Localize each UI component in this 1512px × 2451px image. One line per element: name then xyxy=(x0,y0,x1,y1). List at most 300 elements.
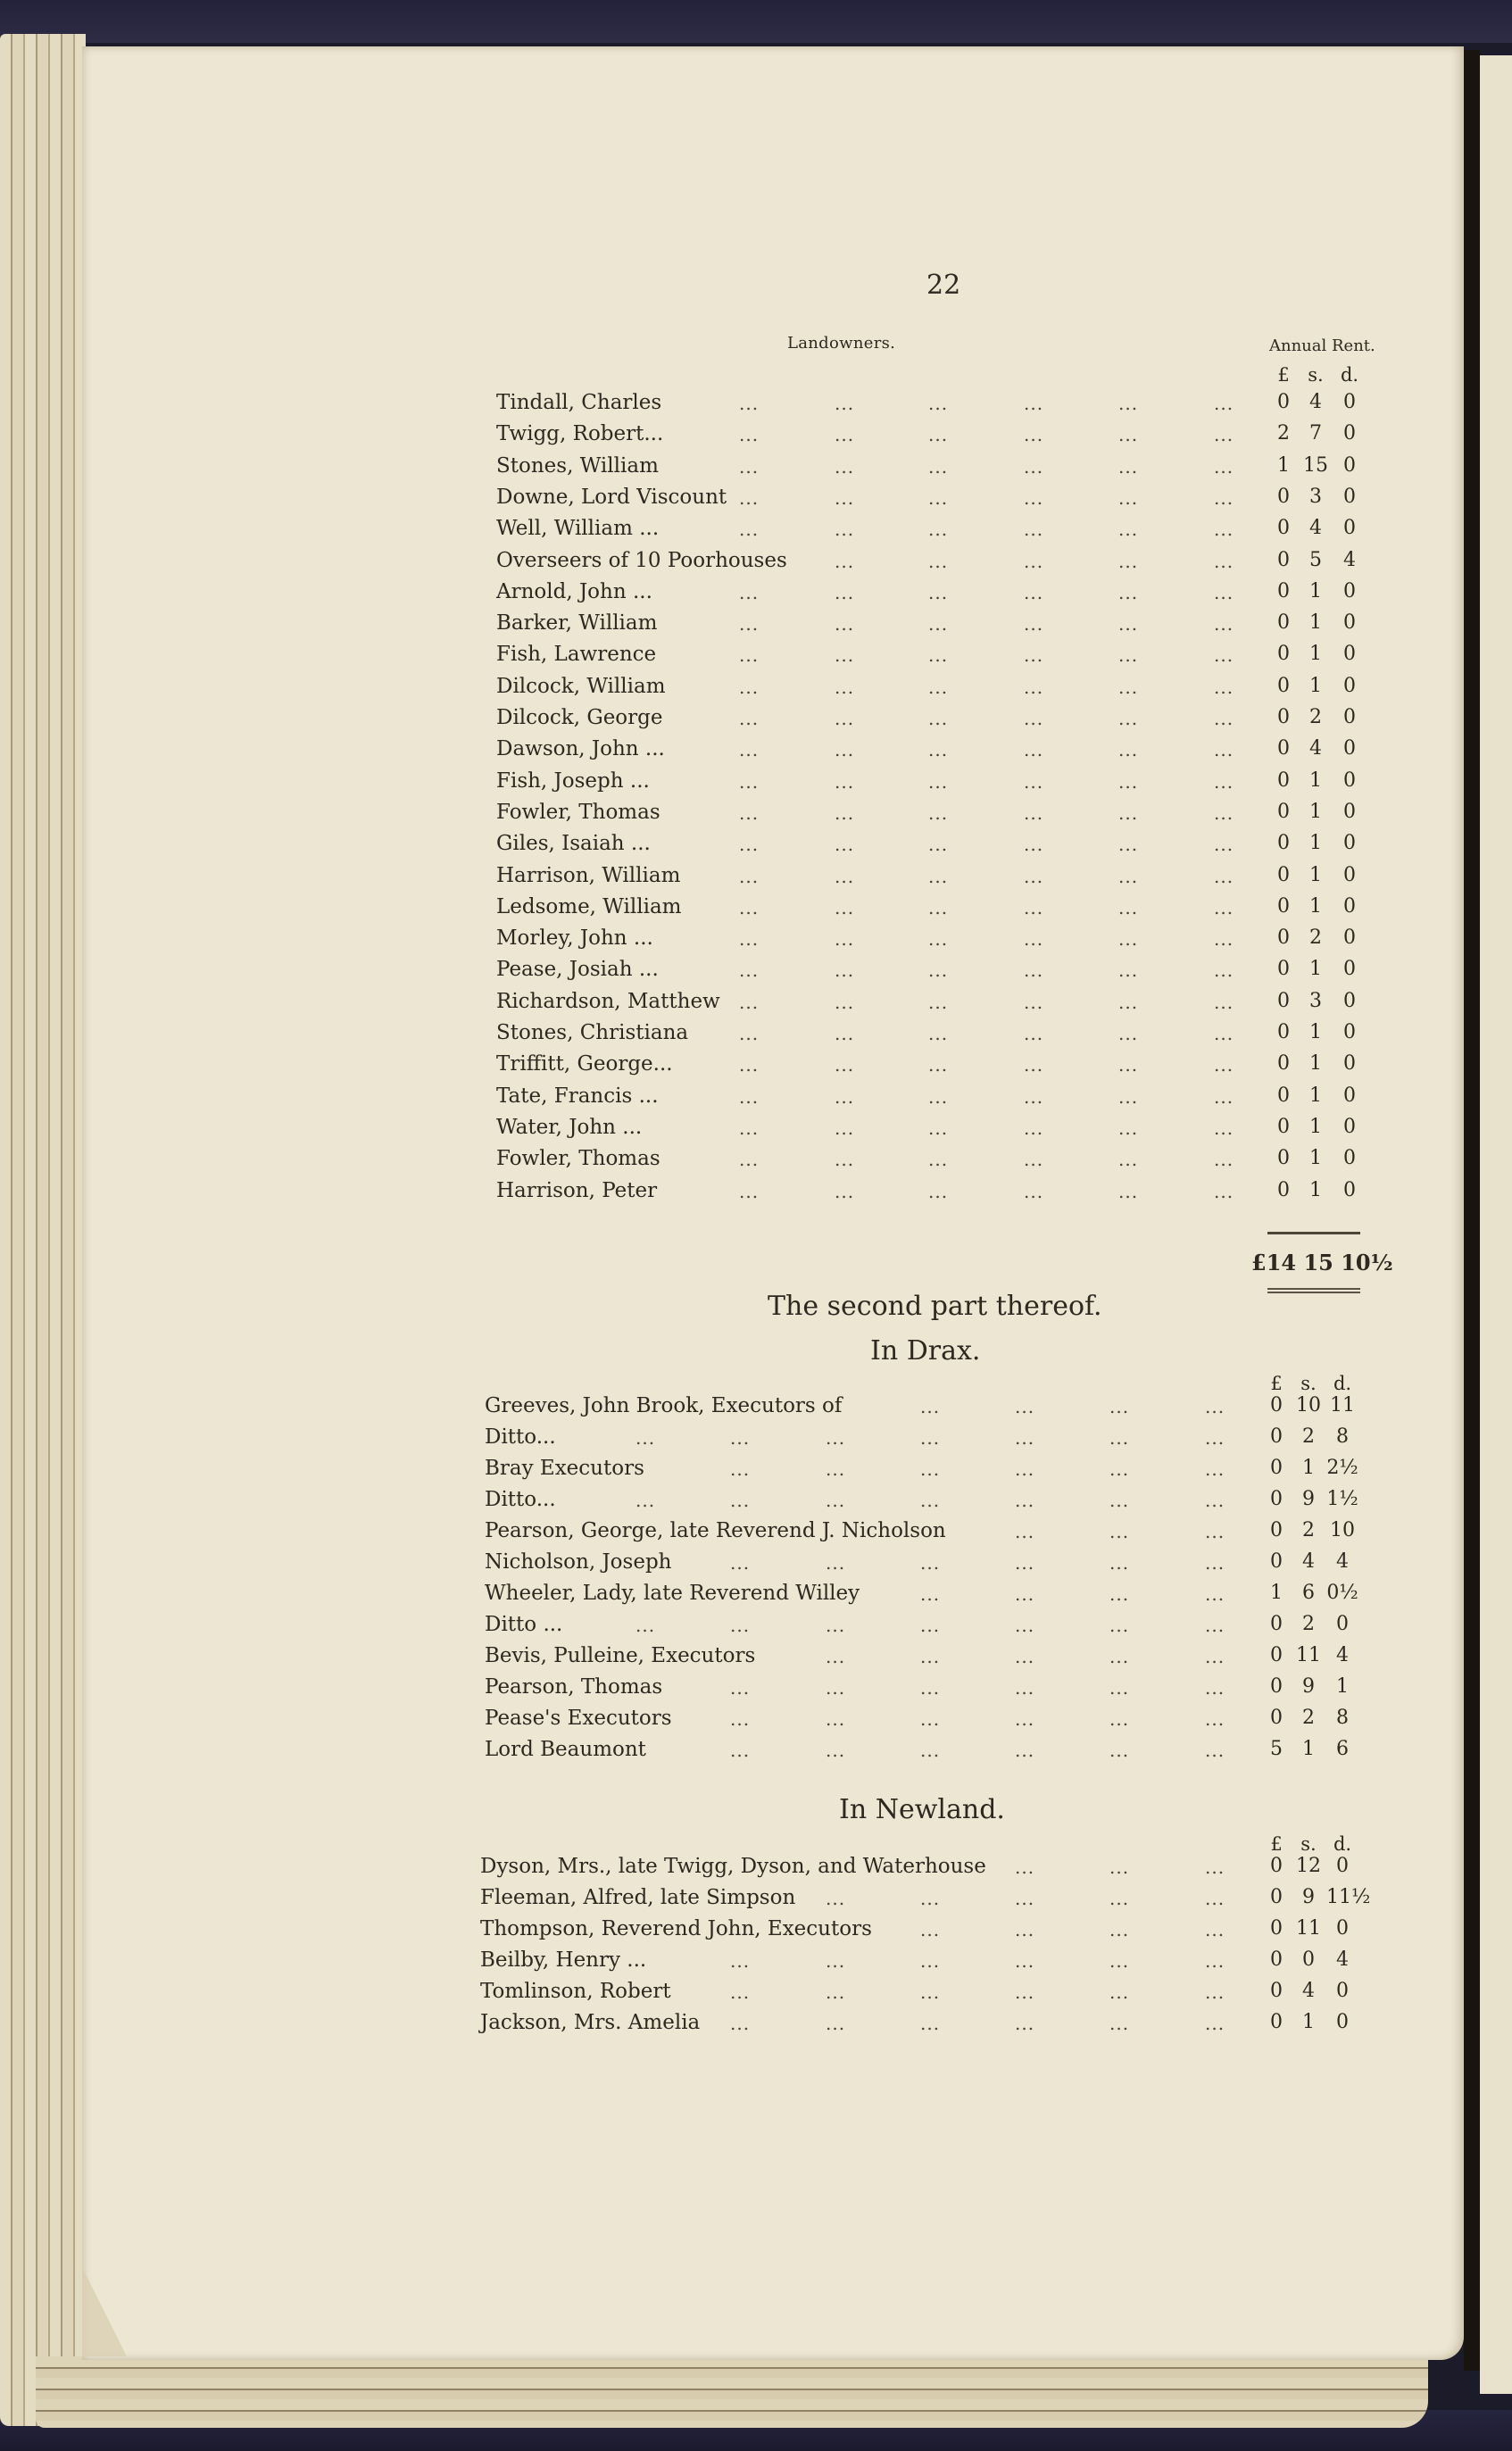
ledger-row xyxy=(485,1613,1385,1644)
shillings-value: 1 xyxy=(1309,674,1322,697)
shillings-value: 1 xyxy=(1309,894,1322,918)
leader-dots: ... xyxy=(730,1490,751,1511)
landowner-name: Barker, William xyxy=(496,611,658,636)
landowner-name: Jackson, Mrs. Amelia xyxy=(480,2011,701,2034)
shillings-value: 12 xyxy=(1296,1855,1321,1877)
shillings-value: 1 xyxy=(1309,832,1322,855)
ledger-row xyxy=(496,486,1392,517)
ledger-row xyxy=(480,1980,1385,2011)
shillings-value: 9 xyxy=(1302,1886,1315,1908)
leader-dots: ... xyxy=(1205,1888,1225,1909)
shillings-value: 1 xyxy=(1302,2011,1315,2033)
leader-dots: ... xyxy=(826,1740,846,1761)
leader-dots: ... xyxy=(1024,1149,1044,1171)
pounds-value: 0 xyxy=(1270,1457,1283,1479)
leader-dots: ... xyxy=(1024,644,1044,667)
leader-dots: ... xyxy=(1015,1857,1035,1878)
pounds-value: 0 xyxy=(1270,1613,1283,1635)
leader-dots: ... xyxy=(1015,1490,1035,1511)
ledger-row xyxy=(496,643,1392,674)
leader-dots: ... xyxy=(1118,676,1139,698)
landowner-name: Triffitt, George... xyxy=(496,1052,673,1076)
leader-dots: ... xyxy=(1205,1396,1225,1417)
pence-value: 0 xyxy=(1343,1147,1356,1170)
leader-dots: ... xyxy=(920,1677,941,1699)
leader-dots: ... xyxy=(1109,1583,1130,1605)
landowner-name: Dilcock, George xyxy=(496,706,663,729)
leader-dots: ... xyxy=(739,519,760,541)
landowner-name: Richardson, Matthew xyxy=(496,989,720,1013)
leader-dots: ... xyxy=(1109,1490,1130,1511)
leader-dots: ... xyxy=(928,896,949,918)
leader-dots: ... xyxy=(928,613,949,636)
leader-dots: ... xyxy=(1214,393,1234,414)
pence-value: 0 xyxy=(1343,863,1356,886)
leader-dots: ... xyxy=(928,802,949,824)
leader-dots: ... xyxy=(1214,834,1234,856)
leader-dots: ... xyxy=(1024,486,1044,509)
leader-dots: ... xyxy=(1205,1458,1225,1480)
pence-header: d. xyxy=(1333,1833,1352,1855)
leader-dots: ... xyxy=(1015,1521,1035,1542)
leader-dots: ... xyxy=(739,644,760,667)
pence-value: 0½ xyxy=(1326,1582,1358,1604)
shillings-value: 1 xyxy=(1309,1052,1322,1076)
ledger-row xyxy=(496,1021,1392,1052)
ledger-row xyxy=(496,422,1392,453)
leader-dots: ... xyxy=(1118,1149,1139,1171)
book-binding-top xyxy=(0,0,1512,43)
leader-dots: ... xyxy=(920,2013,941,2034)
leader-dots: ... xyxy=(1214,896,1234,918)
pounds-value: 0 xyxy=(1277,737,1290,760)
leader-dots: ... xyxy=(1205,1615,1225,1636)
pounds-value: 0 xyxy=(1270,1644,1283,1666)
pounds-value: 1 xyxy=(1270,1582,1283,1604)
leader-dots: ... xyxy=(835,834,855,856)
leader-dots: ... xyxy=(1024,1023,1044,1044)
pence-value: 0 xyxy=(1343,737,1356,760)
leader-dots: ... xyxy=(835,1023,855,1044)
pounds-value: 0 xyxy=(1270,1488,1283,1510)
pence-value: 0 xyxy=(1336,1855,1349,1877)
pence-value: 2½ xyxy=(1326,1457,1358,1479)
shillings-value: 1 xyxy=(1309,863,1322,886)
ledger-row xyxy=(496,769,1392,801)
leader-dots: ... xyxy=(1024,424,1044,446)
leader-dots: ... xyxy=(1118,770,1139,793)
pounds-value: 0 xyxy=(1277,926,1290,950)
pounds-value: 0 xyxy=(1270,1707,1283,1729)
leader-dots: ... xyxy=(928,393,949,414)
leader-dots: ... xyxy=(928,1054,949,1076)
shillings-value: 15 xyxy=(1303,453,1328,477)
leader-dots: ... xyxy=(1214,1023,1234,1044)
leader-dots: ... xyxy=(1205,1490,1225,1511)
column-header-annual-rent: Annual Rent. xyxy=(1269,336,1375,355)
landowner-name: Pease's Executors xyxy=(485,1707,672,1730)
leader-dots: ... xyxy=(1109,1919,1130,1940)
leader-dots: ... xyxy=(1118,519,1139,541)
shillings-value: 9 xyxy=(1302,1675,1315,1698)
leader-dots: ... xyxy=(1118,486,1139,509)
leader-dots: ... xyxy=(1205,1982,1225,2003)
leader-dots: ... xyxy=(1214,739,1234,761)
leader-dots: ... xyxy=(1024,770,1044,793)
pounds-value: 0 xyxy=(1277,706,1290,728)
leader-dots: ... xyxy=(1024,1085,1044,1108)
leader-dots: ... xyxy=(739,1054,760,1076)
column-header-landowners: Landowners. xyxy=(787,334,896,353)
leader-dots: ... xyxy=(826,1646,846,1667)
leader-dots: ... xyxy=(928,424,949,446)
leader-dots: ... xyxy=(1024,896,1044,918)
pounds-value: 0 xyxy=(1277,894,1290,918)
landowner-name: Fowler, Thomas xyxy=(496,1147,660,1171)
leader-dots: ... xyxy=(928,1023,949,1044)
leader-dots: ... xyxy=(920,1615,941,1636)
shillings-header: s. xyxy=(1300,1373,1317,1394)
pence-value: 1½ xyxy=(1326,1488,1358,1510)
pounds-value: 0 xyxy=(1270,1519,1283,1541)
pounds-value: 0 xyxy=(1270,1855,1283,1877)
pounds-value: 0 xyxy=(1270,1886,1283,1908)
landowner-name: Nicholson, Joseph xyxy=(485,1550,672,1574)
leader-dots: ... xyxy=(1118,991,1139,1013)
ledger-row xyxy=(496,990,1392,1021)
shillings-header: s. xyxy=(1308,364,1324,386)
leader-dots: ... xyxy=(1024,991,1044,1013)
landowner-name: Fish, Joseph ... xyxy=(496,769,650,793)
leader-dots: ... xyxy=(1205,1740,1225,1761)
shillings-value: 2 xyxy=(1302,1613,1315,1635)
ledger-row xyxy=(485,1457,1385,1488)
leader-dots: ... xyxy=(730,1950,751,1972)
shillings-value: 1 xyxy=(1309,1147,1322,1170)
shillings-value: 1 xyxy=(1309,643,1322,666)
leader-dots: ... xyxy=(1118,834,1139,856)
leader-dots: ... xyxy=(1015,1646,1035,1667)
leader-dots: ... xyxy=(739,802,760,824)
leader-dots: ... xyxy=(835,1180,855,1202)
leader-dots: ... xyxy=(636,1615,656,1636)
leader-dots: ... xyxy=(1015,1950,1035,1972)
ledger-row xyxy=(496,895,1392,926)
pence-value: 10 xyxy=(1330,1519,1355,1541)
landowner-name: Wheeler, Lady, late Reverend Willey xyxy=(485,1582,860,1605)
pounds-value: 0 xyxy=(1277,1178,1290,1201)
landowner-name: Water, John ... xyxy=(496,1115,643,1139)
pounds-value: 0 xyxy=(1277,674,1290,697)
leader-dots: ... xyxy=(928,834,949,856)
leader-dots: ... xyxy=(1214,1085,1234,1108)
ledger-row xyxy=(485,1582,1385,1613)
landowner-name: Dawson, John ... xyxy=(496,737,665,761)
ledger-row xyxy=(496,1179,1392,1210)
pence-value: 4 xyxy=(1343,548,1356,571)
pounds-value: 0 xyxy=(1277,1052,1290,1076)
leader-dots: ... xyxy=(730,1427,751,1449)
shillings-value: 4 xyxy=(1309,737,1322,760)
pounds-value: 0 xyxy=(1277,863,1290,886)
leader-dots: ... xyxy=(739,393,760,414)
pounds-value: 0 xyxy=(1270,1550,1283,1573)
leader-dots: ... xyxy=(1205,1646,1225,1667)
leader-dots: ... xyxy=(835,676,855,698)
leader-dots: ... xyxy=(835,739,855,761)
leader-dots: ... xyxy=(1118,550,1139,572)
shillings-value: 9 xyxy=(1302,1488,1315,1510)
pounds-value: 1 xyxy=(1277,453,1290,477)
landowner-name: Bray Executors xyxy=(485,1457,644,1480)
leader-dots: ... xyxy=(1024,928,1044,951)
leader-dots: ... xyxy=(1024,708,1044,729)
ledger-row xyxy=(496,737,1392,769)
leader-dots: ... xyxy=(835,1117,855,1139)
pounds-value: 0 xyxy=(1270,2011,1283,2033)
sum-rule xyxy=(1267,1232,1360,1234)
leader-dots: ... xyxy=(1214,644,1234,667)
leader-dots: ... xyxy=(739,865,760,887)
leader-dots: ... xyxy=(1118,1085,1139,1108)
leader-dots: ... xyxy=(1015,1458,1035,1480)
ledger-row xyxy=(496,1116,1392,1147)
total-double-rule xyxy=(1267,1288,1360,1293)
leader-dots: ... xyxy=(1214,486,1234,509)
ledger-row xyxy=(496,1052,1392,1084)
pence-value: 0 xyxy=(1343,1115,1356,1138)
leader-dots: ... xyxy=(739,991,760,1013)
pounds-value: 0 xyxy=(1270,1675,1283,1698)
leader-dots: ... xyxy=(835,1149,855,1171)
leader-dots: ... xyxy=(1109,1857,1130,1878)
leader-dots: ... xyxy=(739,739,760,761)
shillings-value: 4 xyxy=(1302,1550,1315,1573)
landowner-name: Greeves, John Brook, Executors of xyxy=(485,1394,843,1417)
pence-value: 0 xyxy=(1343,579,1356,602)
pounds-value: 5 xyxy=(1270,1738,1283,1760)
leader-dots: ... xyxy=(730,1458,751,1480)
leader-dots: ... xyxy=(1015,1396,1035,1417)
pounds-value: 0 xyxy=(1277,485,1290,508)
ledger-row xyxy=(496,675,1392,706)
leader-dots: ... xyxy=(835,960,855,982)
pounds-value: 0 xyxy=(1277,1021,1290,1043)
ledger-row xyxy=(496,454,1392,486)
leader-dots: ... xyxy=(928,865,949,887)
leader-dots: ... xyxy=(928,550,949,572)
leader-dots: ... xyxy=(920,1583,941,1605)
leader-dots: ... xyxy=(1214,550,1234,572)
leader-dots: ... xyxy=(928,455,949,478)
pounds-value: 0 xyxy=(1270,1917,1283,1940)
leader-dots: ... xyxy=(1024,960,1044,982)
pence-value: 4 xyxy=(1336,1948,1349,1971)
leader-dots: ... xyxy=(1109,1615,1130,1636)
leader-dots: ... xyxy=(920,1458,941,1480)
shillings-value: 4 xyxy=(1309,517,1322,540)
leader-dots: ... xyxy=(835,928,855,951)
leader-dots: ... xyxy=(826,1615,846,1636)
leader-dots: ... xyxy=(636,1427,656,1449)
pounds-value: 0 xyxy=(1270,1948,1283,1971)
leader-dots: ... xyxy=(826,1888,846,1909)
leader-dots: ... xyxy=(1118,896,1139,918)
leader-dots: ... xyxy=(1205,1427,1225,1449)
leader-dots: ... xyxy=(1118,424,1139,446)
ledger-row xyxy=(485,1644,1385,1675)
leader-dots: ... xyxy=(835,770,855,793)
leader-dots: ... xyxy=(730,1552,751,1574)
leader-dots: ... xyxy=(835,550,855,572)
leader-dots: ... xyxy=(739,960,760,982)
pence-value: 0 xyxy=(1343,769,1356,792)
leader-dots: ... xyxy=(1024,1054,1044,1076)
pence-value: 8 xyxy=(1336,1425,1349,1448)
leader-dots: ... xyxy=(1214,802,1234,824)
pounds-value: 0 xyxy=(1277,769,1290,792)
leader-dots: ... xyxy=(1214,455,1234,478)
shillings-value: 1 xyxy=(1309,800,1322,823)
pounds-value: 0 xyxy=(1270,1980,1283,2002)
leader-dots: ... xyxy=(730,1982,751,2003)
leader-dots: ... xyxy=(1214,770,1234,793)
leader-dots: ... xyxy=(739,613,760,636)
pence-value: 8 xyxy=(1336,1707,1349,1729)
leader-dots: ... xyxy=(1205,1857,1225,1878)
pence-value: 0 xyxy=(1343,958,1356,981)
leader-dots: ... xyxy=(920,1646,941,1667)
section-title-newland: In Newland. xyxy=(839,1794,1005,1825)
leader-dots: ... xyxy=(739,896,760,918)
leader-dots: ... xyxy=(1015,2013,1035,2034)
shillings-value: 2 xyxy=(1302,1425,1315,1448)
ledger-row xyxy=(480,1886,1385,1917)
leader-dots: ... xyxy=(1015,1583,1035,1605)
leader-dots: ... xyxy=(1205,1677,1225,1699)
pounds-value: 0 xyxy=(1277,517,1290,540)
landowner-name: Ditto... xyxy=(485,1425,556,1449)
shillings-value: 1 xyxy=(1309,1021,1322,1043)
leader-dots: ... xyxy=(826,1490,846,1511)
leader-dots: ... xyxy=(1109,1427,1130,1449)
leader-dots: ... xyxy=(730,2013,751,2034)
leader-dots: ... xyxy=(826,2013,846,2034)
shillings-value: 1 xyxy=(1302,1457,1315,1479)
ledger-row xyxy=(485,1550,1385,1582)
leader-dots: ... xyxy=(920,1427,941,1449)
leader-dots: ... xyxy=(739,424,760,446)
section-title-second-part: The second part thereof. xyxy=(768,1291,1102,1322)
leader-dots: ... xyxy=(1214,708,1234,729)
leader-dots: ... xyxy=(920,1919,941,1940)
pence-value: 0 xyxy=(1336,1613,1349,1635)
section-title-drax: In Drax. xyxy=(870,1335,981,1367)
leader-dots: ... xyxy=(739,1085,760,1108)
landowner-name: Thompson, Reverend John, Executors xyxy=(480,1917,872,1940)
shillings-value: 1 xyxy=(1309,958,1322,981)
leader-dots: ... xyxy=(928,960,949,982)
leader-dots: ... xyxy=(928,739,949,761)
leader-dots: ... xyxy=(920,1740,941,1761)
shillings-value: 4 xyxy=(1309,391,1322,413)
leader-dots: ... xyxy=(1024,613,1044,636)
pence-value: 0 xyxy=(1343,1052,1356,1076)
pence-value: 0 xyxy=(1343,611,1356,635)
ledger-row xyxy=(480,1917,1385,1948)
ledger-row xyxy=(496,517,1392,548)
pence-value: 0 xyxy=(1343,643,1356,666)
leader-dots: ... xyxy=(826,1950,846,1972)
shillings-value: 1 xyxy=(1309,1178,1322,1201)
leader-dots: ... xyxy=(1205,1521,1225,1542)
leader-dots: ... xyxy=(835,708,855,729)
leader-dots: ... xyxy=(1109,1950,1130,1972)
ledger-row xyxy=(485,1488,1385,1519)
leader-dots: ... xyxy=(1118,613,1139,636)
pence-value: 0 xyxy=(1336,1980,1349,2002)
leader-dots: ... xyxy=(1214,991,1234,1013)
leader-dots: ... xyxy=(1024,581,1044,603)
pounds-value: 0 xyxy=(1277,1084,1290,1107)
shillings-value: 6 xyxy=(1302,1582,1315,1604)
ledger-row xyxy=(485,1707,1385,1738)
leader-dots: ... xyxy=(928,770,949,793)
facing-page-edge xyxy=(1480,55,1512,2394)
part-one-total: £14 15 10½ xyxy=(1251,1250,1393,1275)
leader-dots: ... xyxy=(730,1740,751,1761)
leader-dots: ... xyxy=(928,991,949,1013)
leader-dots: ... xyxy=(1024,802,1044,824)
pounds-value: 0 xyxy=(1277,832,1290,855)
pence-value: 0 xyxy=(1343,706,1356,728)
leader-dots: ... xyxy=(1109,1677,1130,1699)
ledger-row xyxy=(480,1855,1385,1886)
leader-dots: ... xyxy=(928,1117,949,1139)
landowner-name: Dilcock, William xyxy=(496,674,666,698)
landowner-name: Tindall, Charles xyxy=(496,391,662,414)
leader-dots: ... xyxy=(826,1458,846,1480)
pence-header: d. xyxy=(1333,1373,1352,1394)
pence-value: 11½ xyxy=(1326,1886,1371,1908)
leader-dots: ... xyxy=(920,1708,941,1730)
leader-dots: ... xyxy=(835,865,855,887)
leader-dots: ... xyxy=(1214,1180,1234,1202)
ledger-row xyxy=(496,832,1392,863)
landowner-name: Bevis, Pulleine, Executors xyxy=(485,1644,756,1667)
leader-dots: ... xyxy=(826,1552,846,1574)
leader-dots: ... xyxy=(1118,960,1139,982)
leader-dots: ... xyxy=(1015,1677,1035,1699)
pounds-value: 0 xyxy=(1277,989,1290,1012)
leader-dots: ... xyxy=(835,644,855,667)
leader-dots: ... xyxy=(1109,1708,1130,1730)
leader-dots: ... xyxy=(1118,581,1139,603)
pence-value: 0 xyxy=(1343,453,1356,477)
leader-dots: ... xyxy=(1214,1149,1234,1171)
landowner-name: Stones, William xyxy=(496,453,659,478)
leader-dots: ... xyxy=(1205,1919,1225,1940)
leader-dots: ... xyxy=(835,1085,855,1108)
leader-dots: ... xyxy=(1214,1117,1234,1139)
leader-dots: ... xyxy=(1118,708,1139,729)
shillings-value: 1 xyxy=(1302,1738,1315,1760)
leader-dots: ... xyxy=(1214,613,1234,636)
leader-dots: ... xyxy=(835,613,855,636)
pounds-value: 0 xyxy=(1277,1115,1290,1138)
leader-dots: ... xyxy=(835,896,855,918)
leader-dots: ... xyxy=(739,1117,760,1139)
